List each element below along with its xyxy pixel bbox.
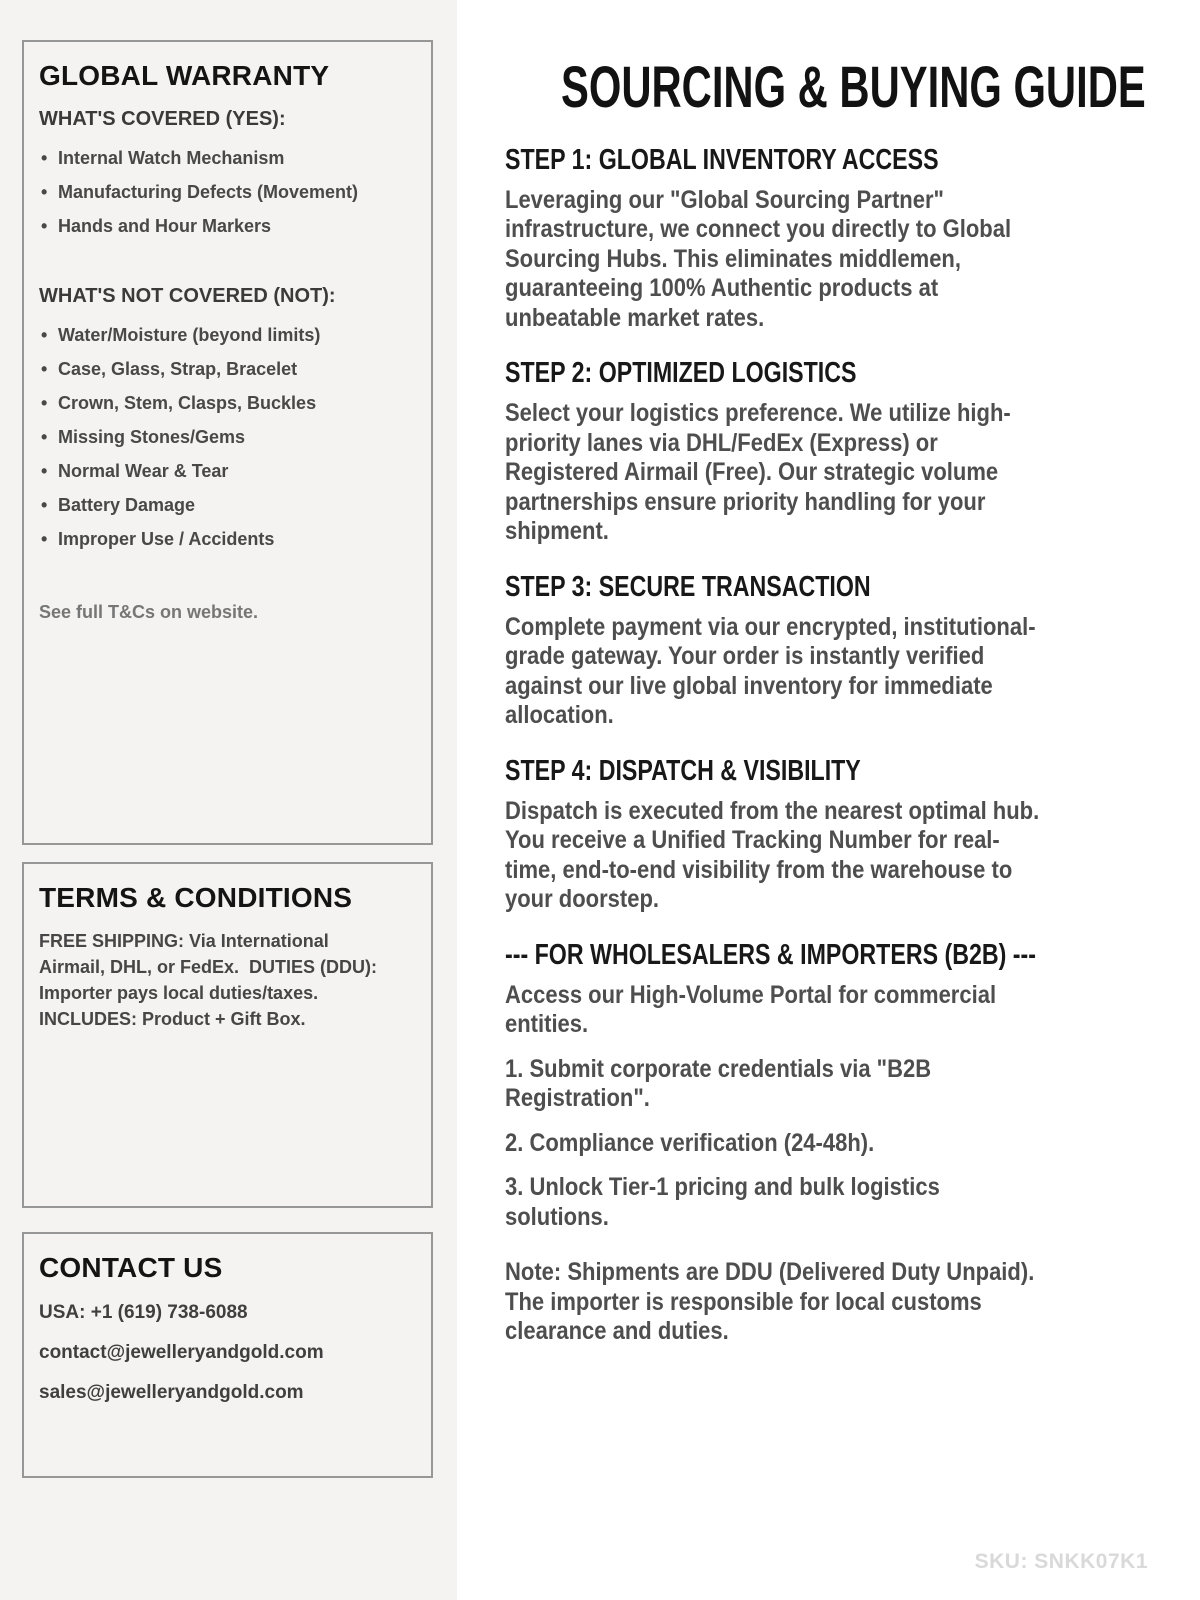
guide-steps (505, 144, 1200, 915)
b2b-step: 1. Submit corporate credentials via "B2B Registration". (505, 1054, 932, 1113)
guide-step-section (505, 571, 1200, 731)
global-warranty-panel (22, 40, 433, 845)
guide-content (457, 144, 1200, 1347)
contact-lines (39, 1302, 416, 1404)
list-item: • Missing Stones/Gems (39, 420, 416, 454)
warranty-footnote: See full T&Cs on website. (39, 602, 259, 622)
step-heading: STEP 1: GLOBAL INVENTORY ACCESS (505, 143, 939, 176)
list-item: • Improper Use / Accidents (39, 522, 416, 556)
b2b-heading: --- FOR WHOLESALERS & IMPORTERS (B2B) --- (505, 938, 1036, 971)
warranty-covered-heading: WHAT'S COVERED (YES): (39, 108, 286, 130)
warranty-title: GLOBAL WARRANTY (39, 60, 330, 91)
contact-panel (22, 1232, 433, 1478)
b2b-step: 2. Compliance verification (24-48h). (505, 1128, 875, 1157)
contact-title: CONTACT US (39, 1252, 223, 1283)
guide-step-section (505, 144, 1200, 334)
warranty-not-covered-heading: WHAT'S NOT COVERED (NOT): (39, 285, 336, 307)
page-title: SOURCING & BUYING GUIDE (561, 55, 1146, 120)
guide-step-section (505, 357, 1200, 547)
list-item: • Battery Damage (39, 488, 416, 522)
step-body: Complete payment via our encrypted, institutional-grade gateway. Your order is instantly verified against our live global inventory for immediate allocation. (505, 612, 1036, 730)
list-item: • Water/Moisture (beyond limits) (39, 318, 416, 352)
warranty-not-covered-list (39, 318, 416, 556)
contact-line: contact@jewelleryandgold.com (39, 1342, 324, 1363)
terms-title: TERMS & CONDITIONS (39, 882, 353, 913)
step-body: Leveraging our "Global Sourcing Partner" infrastructure, we connect you directly to Global Sourcing Hubs. This eliminates middlemen, guaranteeing 100% Authentic products at unbeatable market rates. (505, 185, 1012, 332)
list-item: • Case, Glass, Strap, Bracelet (39, 352, 416, 386)
info-sidebar (0, 0, 457, 1600)
terms-panel (22, 862, 433, 1208)
contact-line: sales@jewelleryandgold.com (39, 1382, 304, 1403)
sku-label: SKU: SNKK07K1 (974, 1550, 1148, 1573)
b2b-section (505, 939, 1200, 1347)
b2b-note: Note: Shipments are DDU (Delivered Duty Unpaid). The importer is responsible for local customs clearance and duties. (505, 1258, 1035, 1346)
list-item: • Internal Watch Mechanism (39, 141, 416, 175)
list-item: • Manufacturing Defects (Movement) (39, 175, 416, 209)
terms-body: FREE SHIPPING: Via International Airmail, DHL, or FedEx. DUTIES (DDU): Importer pays local duties/taxes. INCLUDES: Product + Gift Box. (39, 931, 383, 1029)
step-heading: STEP 4: DISPATCH & VISIBILITY (505, 754, 861, 787)
list-item: • Hands and Hour Markers (39, 209, 416, 243)
step-body: Dispatch is executed from the nearest optimal hub. You receive a Unified Tracking Number for real-time, end-to-end visibility from the warehouse to your doorstep. (505, 796, 1040, 914)
contact-line: USA: +1 (619) 738-6088 (39, 1302, 248, 1323)
step-body: Select your logistics preference. We utilize high-priority lanes via DHL/FedEx (Express) or Registered Airmail (Free). Our strategic volume partnerships ensure priority handling for your shipment. (505, 399, 1011, 546)
step-heading: STEP 3: SECURE TRANSACTION (505, 570, 871, 603)
b2b-intro: Access our High-Volume Portal for commercial entities. (505, 980, 997, 1039)
list-item: • Normal Wear & Tear (39, 454, 416, 488)
b2b-steps (505, 1055, 1200, 1233)
sourcing-guide-main (457, 0, 1200, 1600)
warranty-covered-list (39, 141, 416, 243)
list-item: • Crown, Stem, Clasps, Buckles (39, 386, 416, 420)
guide-step-section (505, 755, 1200, 915)
b2b-step: 3. Unlock Tier-1 pricing and bulk logistics solutions. (505, 1173, 940, 1231)
step-heading: STEP 2: OPTIMIZED LOGISTICS (505, 357, 857, 390)
